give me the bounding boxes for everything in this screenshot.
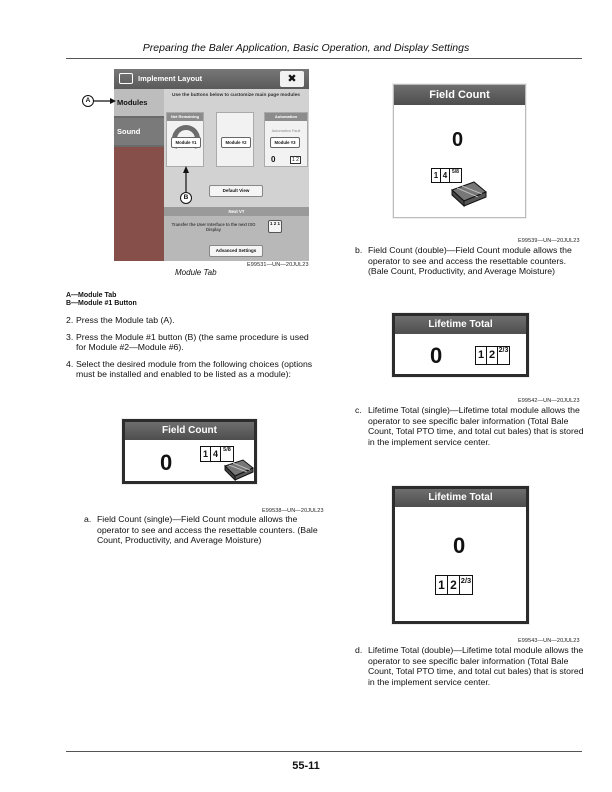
list-text: Lifetime Total (single)—Lifetime total module allows the operator to see specific baler information (Total Bale Count, Total PTO time, and total cut bales) that is stored in the implement service center.: [368, 405, 584, 447]
bale-icon: [221, 458, 255, 482]
module-slot-3-header: Automation: [265, 113, 307, 121]
sidebar-background: [114, 147, 164, 261]
tab-sound[interactable]: Sound: [114, 118, 164, 145]
figure-code: E99542—UN—20JUL23: [518, 398, 580, 404]
step-text: Press the Module tab (A).: [76, 315, 175, 325]
module-value: 0: [160, 450, 173, 475]
advanced-settings-button[interactable]: Advanced Settings: [209, 245, 263, 257]
tab-modules[interactable]: Modules: [114, 89, 164, 116]
counter-digit: 4: [441, 169, 450, 182]
counter-digit: 2: [487, 347, 498, 364]
list-item: [355, 405, 585, 447]
field-count-double-module: [393, 84, 526, 218]
legend-item-b: B—Module #1 Button: [66, 300, 137, 307]
counter-digit: 2/3: [460, 576, 472, 585]
counter-display: [435, 575, 473, 595]
module-header: Lifetime Total: [395, 316, 526, 334]
callout-b-arrow: [180, 166, 192, 192]
counter-display: [475, 346, 510, 365]
module-slot-1-header: Net Remaining: [167, 113, 203, 121]
figure-caption: Module Tab: [175, 268, 217, 277]
figure-legend: [66, 292, 137, 308]
counter-digit: 2: [448, 576, 460, 594]
legend-item-a: A—Module Tab: [66, 292, 117, 299]
step-item: [66, 315, 318, 326]
counter-digit: 5/8: [223, 447, 231, 453]
bale-icon: [448, 180, 488, 208]
module-header: Lifetime Total: [395, 489, 526, 507]
figure-code: E99539—UN—20JUL23: [518, 238, 580, 244]
counter-digit: 4: [211, 447, 221, 461]
implement-layout-title: Implement Layout: [138, 74, 203, 83]
footer-rule: [66, 751, 582, 752]
list-letter: c.: [355, 405, 362, 415]
step-item: [66, 359, 318, 380]
callout-b-marker: B: [180, 192, 192, 204]
list-text: Lifetime Total (double)—Lifetime total module allows the operator to see specific baler information (Total Bale Count, Total PTO time, and total cut bales) that is stored in the implement service center.: [368, 645, 584, 687]
list-letter: b.: [355, 245, 363, 255]
header-rule: [66, 58, 582, 59]
list-item: [355, 645, 585, 687]
page-number: 55-11: [292, 760, 320, 772]
step-number: 3.: [66, 331, 74, 342]
module-value: 0: [452, 129, 464, 151]
transfer-text: Transfer the User Interface to the next ISO Display: [171, 222, 256, 232]
close-button[interactable]: ✖: [280, 71, 304, 87]
counter-digit: 1: [201, 447, 211, 461]
counter-digit: 1: [436, 576, 448, 594]
module-header: Field Count: [125, 422, 254, 440]
figure-code: E99531—UN—20JUL23: [247, 262, 309, 268]
module-2-button[interactable]: Module #2: [221, 137, 251, 148]
field-count-single-module: [122, 419, 257, 484]
automation-fault-text: Automation Fault: [271, 129, 301, 133]
implement-layout-titlebar: [114, 69, 309, 89]
next-screen-icon[interactable]: 1 2 1: [268, 220, 282, 233]
step-number: 4.: [66, 358, 74, 369]
list-text: Field Count (double)—Field Count module allows the operator to see and access the resettable counters. (Bale Count, Productivity, and Average Moisture): [368, 245, 572, 276]
module-slot-2: [216, 112, 254, 167]
list-item: [84, 514, 318, 546]
implement-icon: [119, 73, 133, 84]
module-value: 0: [430, 343, 443, 368]
list-item: [355, 245, 585, 277]
counter-digit: 2/3: [498, 347, 509, 354]
implement-layout-screenshot: [114, 69, 309, 261]
step-number: 2.: [66, 315, 74, 325]
step-item: [66, 332, 318, 353]
next-vt-header: Next VT: [164, 207, 309, 216]
step-text: Select the desired module from the following choices (options must be installed and enabled to be listed as a module):: [76, 358, 313, 379]
step-text: Press the Module #1 button (B) (the same procedure is used for Module #2—Module #6).: [76, 331, 309, 352]
figure-code: E99538—UN—20JUL23: [262, 508, 324, 514]
module-header: Field Count: [394, 85, 525, 105]
counter-digit: 1: [476, 347, 487, 364]
instruction-text: Use the buttons below to customize main page modules: [172, 93, 300, 98]
module-value: 0: [453, 533, 466, 558]
lifetime-total-double-module: [392, 486, 529, 624]
callout-a-marker: A: [82, 95, 94, 107]
figure-code: E99543—UN—20JUL23: [518, 638, 580, 644]
module-3-value: 0: [271, 155, 276, 164]
counter-digit: 5/8: [452, 169, 459, 175]
module-3-counter: 1 2: [292, 157, 299, 163]
default-view-button[interactable]: Default View: [209, 185, 263, 197]
module-slot-1: [166, 112, 204, 167]
procedure-steps: [66, 315, 318, 386]
counter-digit: 1: [432, 169, 441, 182]
list-letter: d.: [355, 645, 363, 655]
lifetime-total-single-module: [392, 313, 529, 377]
page-header: Preparing the Baler Application, Basic Operation, and Display Settings: [142, 42, 470, 54]
list-letter: a.: [84, 514, 92, 524]
implement-layout-sidebar: [114, 89, 164, 261]
list-text: Field Count (single)—Field Count module allows the operator to see and access the resettable counters. (Bale Count, Productivity, and Average Moisture): [97, 514, 318, 545]
callout-a-arrow: [94, 95, 116, 107]
module-slot-3: [264, 112, 308, 167]
module-3-button[interactable]: Module #3: [270, 137, 300, 148]
module-1-button[interactable]: Module #1: [171, 137, 201, 148]
